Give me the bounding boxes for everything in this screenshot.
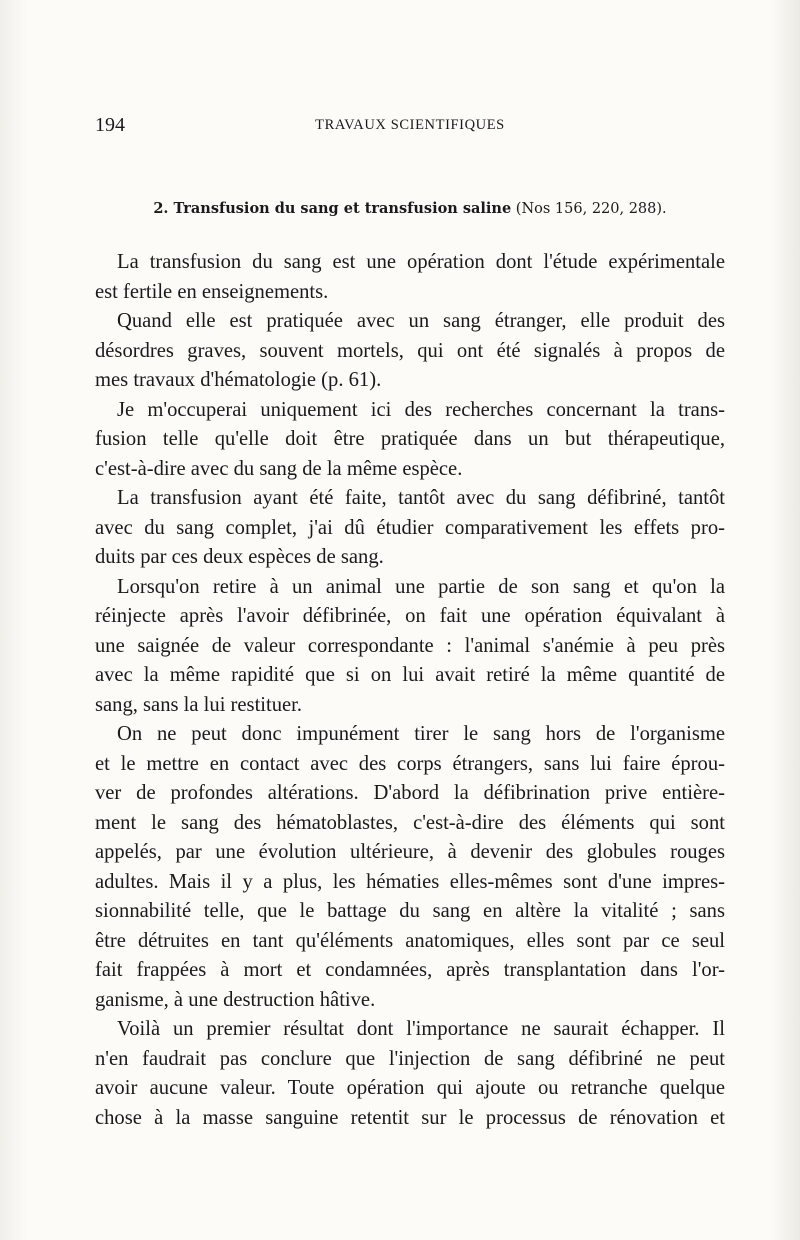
paragraph <box>95 307 725 396</box>
text-line: Quand elle est pratiquée avec un sang étranger, elle produit des <box>117 310 725 332</box>
text-line: sang, sans la lui restituer. <box>95 693 303 716</box>
text-line: La transfusion du sang est une opération dont l'étude expérimentale <box>117 251 725 273</box>
running-head <box>95 114 725 140</box>
text-line: adultes. Mais il y a plus, les hématies elles-mêmes sont d'une impres- <box>95 870 725 893</box>
text-line: avoir aucune valeur. Toute opération qui ajoute ou retranche quelque <box>95 1077 725 1099</box>
paragraph <box>95 396 725 485</box>
text-line: duits par ces deux espèces de sang. <box>95 546 384 568</box>
text-line: ment le sang des hématoblastes, c'est-à-dire des éléments qui sont <box>95 811 725 834</box>
text-line: avec du sang complet, j'ai dû étudier comparativement les effets pro- <box>95 516 725 539</box>
text-line: mes travaux d'hématologie (p. 61). <box>95 369 382 391</box>
text-line: n'en faudrait pas conclure que l'injection de sang défibriné ne peut <box>95 1047 725 1070</box>
text-line: être détruites en tant qu'éléments anatomiques, elles sont par ce seul <box>95 929 725 952</box>
text-line: avec la même rapidité que si on lui avait retiré la même quantité de <box>95 664 725 686</box>
text-line: On ne peut donc impunément tirer le sang hors de l'organisme <box>117 723 725 745</box>
running-title: TRAVAUX SCIENTIFIQUES <box>315 117 505 133</box>
text-line: sionnabilité telle, que le battage du sang en altère la vitalité ; sans <box>95 900 725 922</box>
text-line: c'est-à-dire avec du sang de la même espèce. <box>95 457 463 480</box>
text-line: réinjecte après l'avoir défibrinée, on fait une opération équivalant à <box>95 605 725 627</box>
text-line: ganisme, à une destruction hâtive. <box>95 988 376 1011</box>
text-line: Lorsqu'on retire à un animal une partie de son sang et qu'on la <box>117 575 725 598</box>
section-title: 2. Transfusion du sang et transfusion saline <box>153 200 512 217</box>
text-line: fusion telle qu'elle doit être pratiquée dans un but thérapeutique, <box>95 428 725 450</box>
paragraph <box>95 484 725 573</box>
section-heading <box>95 200 725 217</box>
paragraph <box>95 720 725 1015</box>
text-line: désordres graves, souvent mortels, qui ont été signalés à propos de <box>95 339 725 362</box>
paragraph <box>95 1015 725 1133</box>
text-line: Voilà un premier résultat dont l'importance ne saurait échapper. Il <box>117 1018 725 1040</box>
page-number: 194 <box>95 114 125 136</box>
section-references: (Nos 156, 220, 288). <box>511 201 667 217</box>
body-text <box>95 248 725 1133</box>
text-line: et le mettre en contact avec des corps étrangers, sans lui faire éprou- <box>95 752 725 775</box>
text-line: appelés, par une évolution ultérieure, à devenir des globules rouges <box>95 841 725 863</box>
text-line: une saignée de valeur correspondante : l'animal s'anémie à peu près <box>95 634 725 657</box>
text-line: est fertile en enseignements. <box>95 280 329 303</box>
text-line: Je m'occuperai uniquement ici des recherches concernant la trans- <box>117 398 725 421</box>
text-line: fait frappées à mort et condamnées, après transplantation dans l'or- <box>95 959 725 981</box>
paragraph <box>95 248 725 307</box>
text-line: La transfusion ayant été faite, tantôt avec du sang défibriné, tantôt <box>117 487 725 509</box>
paragraph <box>95 573 725 721</box>
text-line: chose à la masse sanguine retentit sur le processus de rénovation et <box>95 1106 725 1129</box>
text-line: ver de profondes altérations. D'abord la défibrination prive entière- <box>95 782 725 804</box>
